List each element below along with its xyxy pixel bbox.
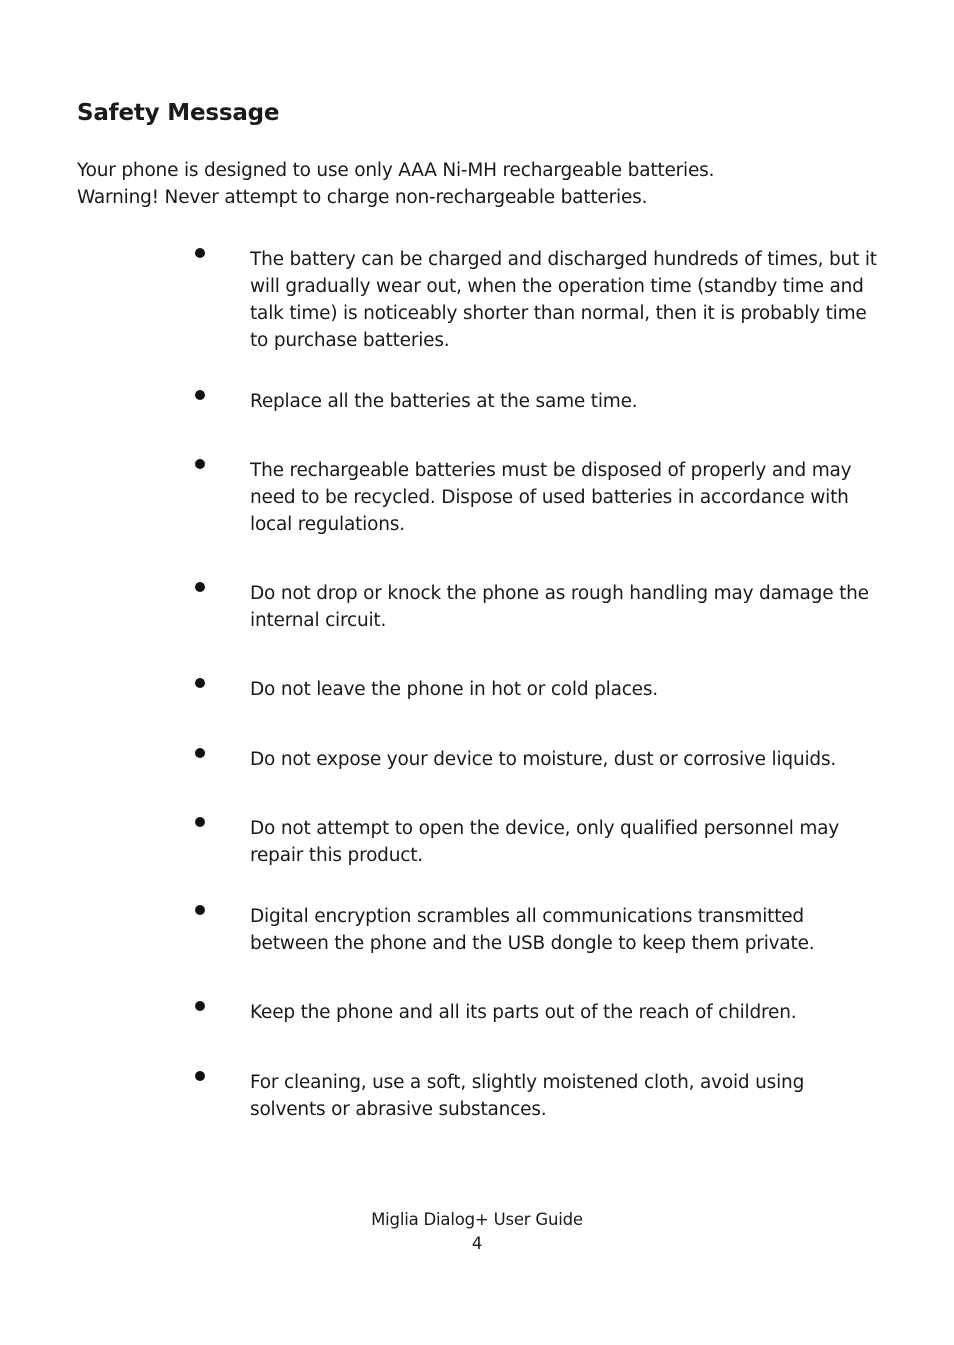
- bullet-icon: [195, 1071, 205, 1081]
- bullet-item: [190, 457, 880, 538]
- bullet-icon: [195, 748, 205, 758]
- bullet-text: The rechargeable batteries must be disposed of properly and may need to be recycled. Dispose of used batteries in accordance with local regulations.: [250, 460, 852, 535]
- bullet-icon: [195, 905, 205, 915]
- bullet-icon: [195, 390, 205, 400]
- bullet-item: [190, 746, 880, 773]
- bullet-item: [190, 1069, 880, 1123]
- page-number: 4: [471, 1234, 483, 1253]
- page-footer: [0, 1208, 954, 1256]
- footer-guide-title: Miglia Dialog+ User Guide: [371, 1210, 583, 1229]
- intro-warning-line: Warning! Never attempt to charge non-rechargeable batteries.: [77, 187, 648, 208]
- bullet-item: [190, 580, 880, 634]
- bullet-icon: [195, 459, 205, 469]
- intro-text: [77, 157, 877, 211]
- bullet-text: Do not leave the phone in hot or cold places.: [250, 679, 658, 700]
- bullet-icon: [195, 1001, 205, 1011]
- bullet-icon: [195, 582, 205, 592]
- bullet-text: Replace all the batteries at the same time.: [250, 391, 638, 412]
- bullet-text: Do not attempt to open the device, only qualified personnel may repair this product.: [250, 818, 840, 866]
- bullet-item: [190, 815, 880, 869]
- bullet-text: Do not expose your device to moisture, dust or corrosive liquids.: [250, 749, 837, 770]
- bullet-item: [190, 388, 880, 415]
- bullet-text: Do not drop or knock the phone as rough handling may damage the internal circuit.: [250, 583, 869, 631]
- bullet-icon: [195, 817, 205, 827]
- bullet-text: Keep the phone and all its parts out of the reach of children.: [250, 1002, 797, 1023]
- bullet-text: The battery can be charged and discharged hundreds of times, but it will gradually wear out, when the operation time (standby time and talk time) is noticeably shorter than normal, then it is probably time to purchase batteries.: [250, 249, 877, 351]
- bullet-item: [190, 246, 880, 354]
- bullet-text: For cleaning, use a soft, slightly moistened cloth, avoid using solvents or abrasive substances.: [250, 1072, 805, 1120]
- bullet-item: [190, 903, 880, 957]
- bullet-text: Digital encryption scrambles all communications transmitted between the phone and the USB dongle to keep them private.: [250, 906, 815, 954]
- bullet-item: [190, 999, 880, 1026]
- page-title: Safety Message: [77, 100, 280, 126]
- bullet-icon: [195, 248, 205, 258]
- intro-line: Your phone is designed to use only AAA Ni-MH rechargeable batteries.: [77, 160, 715, 181]
- bullet-icon: [195, 678, 205, 688]
- bullet-item: [190, 676, 880, 703]
